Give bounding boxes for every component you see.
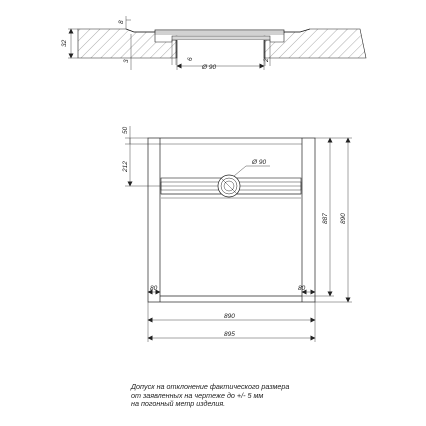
plan-view (122, 126, 352, 342)
dim-section-drain-gap: 6 (187, 57, 194, 61)
dim-section-edge: 2 (263, 58, 270, 62)
dim-plan-outer-height: 890 (340, 213, 347, 224)
section-left-slab (78, 29, 177, 58)
tolerance-note-line-2: от заявленных на чертеже до +/- 5 мм (131, 390, 264, 400)
section-view (61, 16, 366, 71)
dim-section-lower-depth: 3 (123, 59, 130, 63)
dim-plan-outer-width: 895 (224, 331, 235, 338)
dim-plan-left-border: 80 (150, 285, 158, 292)
dim-plan-left-channel: 212 (122, 161, 129, 172)
dim-plan-drain-diameter: Ø 90 (252, 159, 267, 166)
dim-plan-right-border: 80 (298, 285, 306, 292)
plan-outer-border (148, 138, 315, 302)
tolerance-note-line-3: на погонный метр изделия. (131, 399, 226, 409)
section-tray-surface (126, 29, 310, 32)
dim-plan-left-top: 50 (122, 126, 129, 134)
dim-section-thickness: 32 (61, 39, 68, 47)
tolerance-note (131, 383, 371, 409)
dim-plan-inner-height: 887 (322, 213, 329, 224)
section-right-slab (264, 29, 366, 58)
dim-plan-inner-width: 890 (224, 313, 235, 320)
dim-section-drain-diameter: Ø 90 (202, 64, 217, 71)
dim-section-top-depth: 8 (118, 20, 125, 24)
section-drain-channel (172, 36, 270, 40)
tolerance-note-line-1: Допуск на отклонение фактического размера (131, 382, 290, 391)
